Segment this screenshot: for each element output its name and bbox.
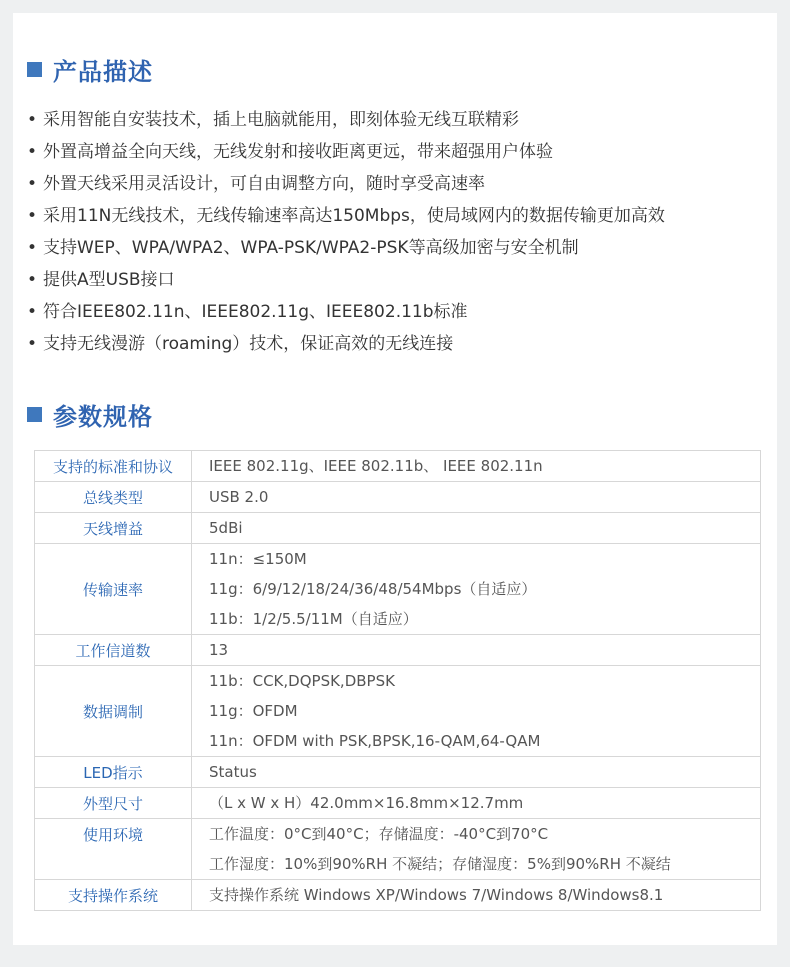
feature-item [27, 200, 665, 232]
spec-value [192, 788, 761, 819]
spec-value [192, 451, 761, 482]
spec-value [192, 757, 761, 788]
feature-list [27, 104, 665, 360]
spec-value-line: 11g：OFDM [209, 702, 298, 720]
spec-value-line: 支持操作系统 Windows XP/Windows 7/Windows 8/Windows8.1 [209, 886, 664, 904]
spec-value [192, 666, 761, 757]
content-panel [13, 13, 777, 945]
bullet-icon: • [27, 334, 38, 354]
feature-item [27, 264, 665, 296]
spec-label: 支持操作系统 [35, 880, 192, 911]
bullet-icon: • [27, 302, 38, 322]
spec-value-line: 11b：CCK,DQPSK,DBPSK [209, 672, 395, 690]
feature-text: 支持无线漫游（roaming）技术，保证高效的无线连接 [43, 334, 454, 354]
spec-value [192, 635, 761, 666]
spec-label: 传输速率 [35, 544, 192, 635]
spec-row [35, 819, 761, 880]
feature-item [27, 136, 665, 168]
feature-text: 符合IEEE802.11n、IEEE802.11g、IEEE802.11b标准 [43, 302, 468, 322]
feature-text: 提供A型USB接口 [43, 270, 175, 290]
specs-title: 参数规格 [53, 402, 153, 431]
spec-table [34, 450, 761, 911]
spec-row [35, 635, 761, 666]
spec-row [35, 451, 761, 482]
feature-item [27, 296, 665, 328]
spec-value-line: IEEE 802.11g、IEEE 802.11b、 IEEE 802.11n [209, 457, 543, 475]
feature-item [27, 168, 665, 200]
spec-value-line: 11g：6/9/12/18/24/36/48/54Mbps（自适应） [209, 580, 537, 598]
spec-row [35, 757, 761, 788]
bullet-icon: • [27, 174, 38, 194]
spec-value [192, 544, 761, 635]
bullet-icon: • [27, 238, 38, 258]
spec-label: 数据调制 [35, 666, 192, 757]
spec-label: 工作信道数 [35, 635, 192, 666]
spec-label: 总线类型 [35, 482, 192, 513]
spec-row [35, 513, 761, 544]
feature-text: 支持WEP、WPA/WPA2、WPA-PSK/WPA2-PSK等高级加密与安全机制 [43, 238, 579, 258]
spec-value-line: 13 [209, 641, 229, 659]
spec-value [192, 513, 761, 544]
spec-row [35, 880, 761, 911]
spec-row [35, 788, 761, 819]
feature-item [27, 328, 665, 360]
spec-row [35, 666, 761, 757]
spec-value-line: 11b：1/2/5.5/11M（自适应） [209, 610, 418, 628]
spec-label: 天线增益 [35, 513, 192, 544]
spec-value [192, 819, 761, 880]
description-title: 产品描述 [53, 57, 153, 86]
spec-label: 外型尺寸 [35, 788, 192, 819]
spec-value-line: 工作温度：0°C到40°C；存储温度：-40°C到70°C [209, 825, 549, 843]
spec-value [192, 482, 761, 513]
description-heading [27, 53, 153, 85]
spec-value-line: USB 2.0 [209, 488, 269, 506]
spec-value-line: 工作湿度：10%到90%RH 不凝结；存储湿度：5%到90%RH 不凝结 [209, 855, 671, 873]
spec-row [35, 544, 761, 635]
feature-text: 外置高增益全向天线，无线发射和接收距离更远，带来超强用户体验 [43, 142, 553, 162]
spec-row [35, 482, 761, 513]
spec-value-line: Status [209, 763, 257, 781]
feature-text: 采用11N无线技术，无线传输速率高达150Mbps，使局域网内的数据传输更加高效 [43, 206, 665, 226]
spec-value [192, 880, 761, 911]
feature-item [27, 104, 665, 136]
bullet-icon: • [27, 110, 38, 130]
spec-label: LED指示 [35, 757, 192, 788]
feature-item [27, 232, 665, 264]
spec-value-line: 11n：OFDM with PSK,BPSK,16-QAM,64-QAM [209, 732, 541, 750]
bullet-icon: • [27, 270, 38, 290]
feature-text: 采用智能自安装技术，插上电脑就能用，即刻体验无线互联精彩 [43, 110, 519, 130]
heading-square-icon [27, 62, 42, 77]
bullet-icon: • [27, 206, 38, 226]
feature-text: 外置天线采用灵活设计，可自由调整方向，随时享受高速率 [43, 174, 485, 194]
spec-value-line: （L x W x H）42.0mm×16.8mm×12.7mm [209, 794, 524, 812]
bullet-icon: • [27, 142, 38, 162]
spec-value-line: 5dBi [209, 519, 243, 537]
spec-label: 支持的标准和协议 [35, 451, 192, 482]
heading-square-icon [27, 407, 42, 422]
spec-value-line: 11n：≤150M [209, 550, 307, 568]
specs-heading [27, 398, 153, 430]
spec-label: 使用环境 [35, 819, 192, 880]
